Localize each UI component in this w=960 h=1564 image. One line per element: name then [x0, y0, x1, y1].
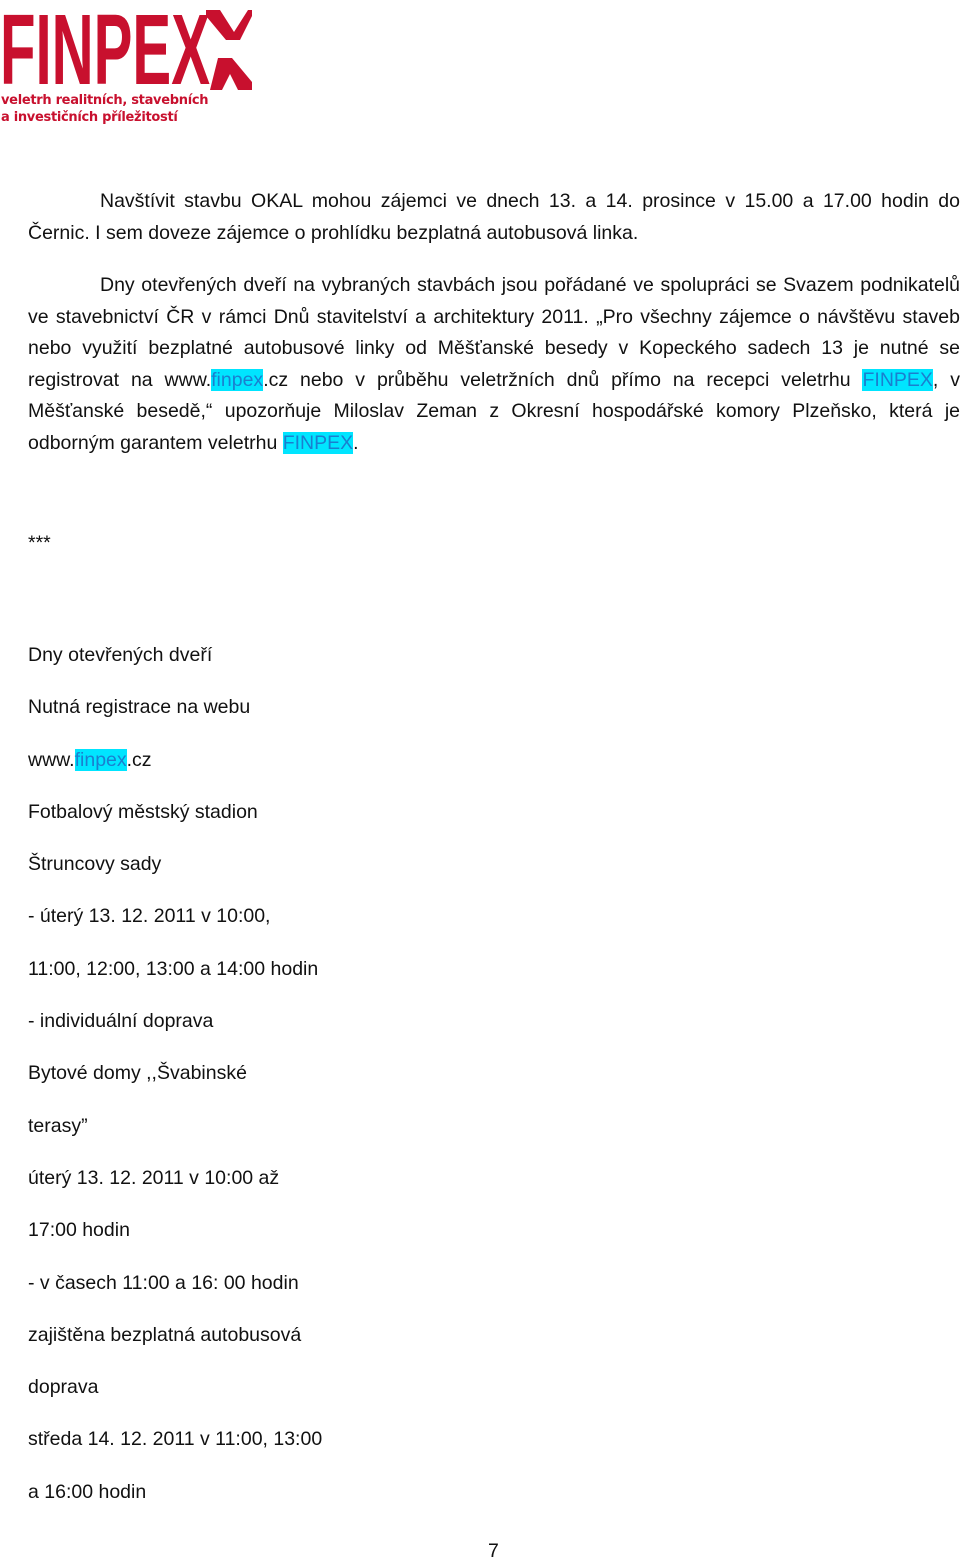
list-item: a 16:00 hodin — [28, 1480, 147, 1503]
list-item: doprava — [28, 1376, 99, 1399]
logo-tagline-line2: a investičních příležitostí — [1, 110, 178, 125]
paragraph-open-doors — [28, 270, 960, 460]
paragraph-okal-text: Navštívit stavbu OKAL mohou zájemci ve dnech 13. a 14. prosince v 15.00 a 17.00 hodin do Černic. I sem doveze zájemce o prohlídku bezplatná autobusová linka. — [28, 190, 960, 244]
list-item: - individuální doprava — [28, 1010, 214, 1033]
list-item: Bytové domy ,,Švabinské — [28, 1062, 247, 1085]
list-item: zajištěna bezplatná autobusová — [28, 1323, 302, 1346]
list-item: - v časech 11:00 a 16: 00 hodin — [28, 1271, 299, 1294]
finpex-logo — [0, 4, 260, 134]
paragraph-part2: .cz nebo v průběhu veletržních dnů přímo na recepci veletrhu — [263, 368, 863, 391]
paragraph-part1: Dny otevřených dveří na vybraných stavbách jsou pořádané ve spolupráci se Svazem podnikatelů ve stavebnictví ČR v rámci Dnů stavitelství a architektury 2011. „Pro všechny zájemce o návštěvu staveb nebo využití bezplatné autobusové linky od Měšťanské besedy v Kopeckého sadech 13 je nutné se registrovat na www. — [28, 274, 960, 391]
list-item: úterý 13. 12. 2011 v 10:00 až — [28, 1166, 280, 1189]
list-item: terasy” — [28, 1114, 88, 1137]
finpex-logo-mark — [0, 4, 252, 94]
highlight-finpex-1: FINPEX — [862, 368, 933, 391]
list-item: Dny otevřených dveří — [28, 644, 213, 666]
info-list — [28, 640, 322, 1529]
list-item: 11:00, 12:00, 13:00 a 14:00 hodin — [28, 957, 319, 980]
paragraph-okal — [28, 186, 960, 249]
logo-x-mark — [206, 10, 252, 90]
highlight-finpex-web: finpex — [74, 748, 127, 771]
logo-wordmark: FINPEX — [0, 4, 210, 94]
paragraph-part4: . — [353, 431, 359, 454]
list-item: Nutná registrace na webu — [28, 696, 251, 719]
highlight-finpex-link: finpex — [211, 368, 264, 391]
separator-stars: *** — [28, 532, 51, 554]
logo-tagline — [1, 92, 208, 126]
list-item: - úterý 13. 12. 2011 v 10:00, — [28, 905, 271, 928]
page-number: 7 — [488, 1540, 499, 1562]
list-item: Štruncovy sady — [28, 853, 162, 876]
list-item-web — [28, 745, 322, 797]
paragraph-part3: , v Měšťanské besedě,“ upozorňuje Miloslav Zeman z Okresní hospodářské komory Plzeňsko, která je odborným garantem veletrhu — [28, 368, 960, 454]
list-item: středa 14. 12. 2011 v 11:00, 13:00 — [28, 1428, 323, 1451]
list-item: Fotbalový městský stadion — [28, 800, 258, 823]
highlight-finpex-2: FINPEX — [282, 431, 354, 454]
list-item: 17:00 hodin — [28, 1219, 130, 1242]
web-suffix: .cz — [126, 748, 152, 771]
web-prefix: www. — [28, 748, 75, 771]
logo-tagline-line1: veletrh realitních, stavebních — [1, 93, 209, 108]
